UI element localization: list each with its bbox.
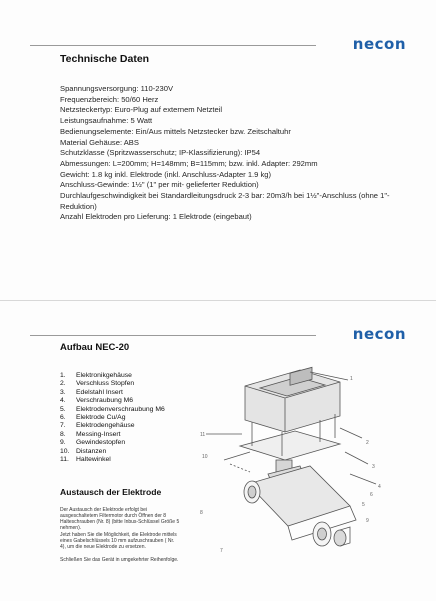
parts-list-item bbox=[60, 448, 165, 456]
part-label: Verschraubung M6 bbox=[76, 397, 134, 405]
part-label: Haltewinkel bbox=[76, 456, 111, 464]
part-number: 10. bbox=[60, 447, 70, 455]
parts-list-item bbox=[60, 431, 165, 439]
instruction-paragraph: Jetzt haben Sie die Möglichkeit, die Elektrode mittels eines Gabelschlüssels 10 mm aufzuschrauben ( Nr. 4), um die neue Elektrode zu ersetzen. bbox=[60, 532, 177, 550]
mounting-plate bbox=[240, 431, 340, 460]
section-title-electrode-exchange: Austausch der Elektrode bbox=[60, 487, 162, 497]
spec-item: Anschluss-Gewinde: 1½" (1" per mit- gelieferter Reduktion) bbox=[60, 180, 259, 190]
parts-list-item bbox=[60, 422, 165, 430]
section-title-assembly: Aufbau NEC-20 bbox=[60, 342, 130, 353]
part-number: 8. bbox=[60, 430, 66, 438]
spec-item: Reduktion) bbox=[60, 201, 97, 211]
header-rule bbox=[30, 45, 316, 46]
electrode-housing bbox=[248, 466, 350, 526]
parts-list-item bbox=[60, 406, 165, 414]
instruction-paragraph: Schließen Sie das Gerät in umgekehrter Reihenfolge. bbox=[60, 557, 179, 563]
part-label: Elektrodenverschraubung M6 bbox=[76, 405, 165, 413]
parts-list-item bbox=[60, 439, 165, 447]
header-rule bbox=[30, 335, 316, 336]
parts-list-item bbox=[60, 372, 165, 380]
part-number: 2. bbox=[60, 380, 66, 388]
parts-list-item bbox=[60, 414, 165, 422]
callout-label: 11 bbox=[200, 432, 206, 438]
spec-item: Material Gehäuse: ABS bbox=[60, 137, 139, 147]
part-label: Elektrode Cu/Ag bbox=[76, 414, 126, 422]
spec-item: Gewicht: 1.8 kg inkl. Elektrode (inkl. Anschluss-Adapter 1.9 kg) bbox=[60, 169, 272, 179]
parts-list bbox=[60, 372, 165, 464]
logo-text: necon bbox=[352, 35, 406, 53]
part-number: 1. bbox=[60, 372, 66, 379]
part-label: Messing-Insert bbox=[76, 430, 121, 438]
spec-item: Abmessungen: L=200mm; H=148mm; B=115mm; bzw. inkl. Adapter: 292mm bbox=[60, 158, 318, 168]
parts-list-item bbox=[60, 389, 165, 397]
instruction-paragraph: Der Austausch der Elektrode erfolgt bei ausgeschaltetem Filtermotor durch Öffnen der 8 Halteschrauben (Nr. 8) (bitte Inbus-Schlüssel Größe 5 nehmen). bbox=[60, 507, 180, 531]
page-technical-data bbox=[0, 0, 436, 300]
spec-item: Frequenzbereich: 50/60 Herz bbox=[60, 94, 159, 104]
callout-label: 6 bbox=[370, 492, 373, 498]
spec-item: Leistungsaufnahme: 5 Watt bbox=[60, 116, 153, 126]
necon-logo bbox=[353, 35, 406, 53]
page-title: Technische Daten bbox=[60, 53, 150, 65]
part-label: Elektronikgehäuse bbox=[76, 372, 132, 379]
callout-label: 4 bbox=[378, 484, 381, 490]
spec-list bbox=[60, 84, 420, 223]
part-label: Gewindestopfen bbox=[76, 439, 126, 447]
part-label: Distanzen bbox=[76, 447, 107, 455]
thread-plug bbox=[334, 530, 346, 546]
part-number: 9. bbox=[60, 439, 66, 447]
spec-item: Bedienungselemente: Ein/Aus mittels Netzstecker bzw. Zeitschaltuhr bbox=[60, 126, 291, 136]
spec-item: Netzsteckertyp: Euro-Plug auf externem Netzteil bbox=[60, 105, 223, 115]
part-label: Verschluss Stopfen bbox=[76, 380, 135, 388]
callout-label: 2 bbox=[366, 440, 369, 446]
part-label: Elektrodengehäuse bbox=[76, 422, 135, 430]
spec-item: Schutzklasse (Spritzwasserschutz; IP-Klassifizierung): IP54 bbox=[60, 148, 261, 158]
callout-label: 7 bbox=[220, 548, 223, 554]
callout-label: 9 bbox=[366, 518, 369, 524]
part-number: 6. bbox=[60, 414, 66, 422]
exploded-view-drawing bbox=[190, 356, 400, 578]
spec-item: Durchlaufgeschwindigkeit bei Standardleitungsdruck 2-3 bar: 20m3/h bei 1½"-Anschluss (ohne 1"- bbox=[60, 191, 390, 201]
part-number: 3. bbox=[60, 388, 66, 396]
part-number: 5. bbox=[60, 405, 66, 413]
part-number: 7. bbox=[60, 422, 66, 430]
callout-label: 10 bbox=[202, 454, 208, 460]
part-label: Edelstahl Insert bbox=[76, 388, 123, 396]
spec-item: Spannungsversorgung: 110-230V bbox=[60, 84, 174, 93]
callout-label: 5 bbox=[362, 502, 365, 508]
parts-list-item bbox=[60, 380, 165, 388]
callout-label: 3 bbox=[372, 464, 375, 470]
necon-logo bbox=[353, 325, 406, 343]
parts-list-item bbox=[60, 397, 165, 405]
part-number: 4. bbox=[60, 397, 66, 405]
callout-label: 1 bbox=[350, 376, 353, 382]
callout-label: 8 bbox=[200, 510, 203, 516]
spec-item: Anzahl Elektroden pro Lieferung: 1 Elektrode (eingebaut) bbox=[60, 212, 252, 222]
parts-list-item bbox=[60, 456, 165, 464]
part-number: 11. bbox=[60, 456, 69, 464]
logo-text: necon bbox=[352, 325, 406, 343]
